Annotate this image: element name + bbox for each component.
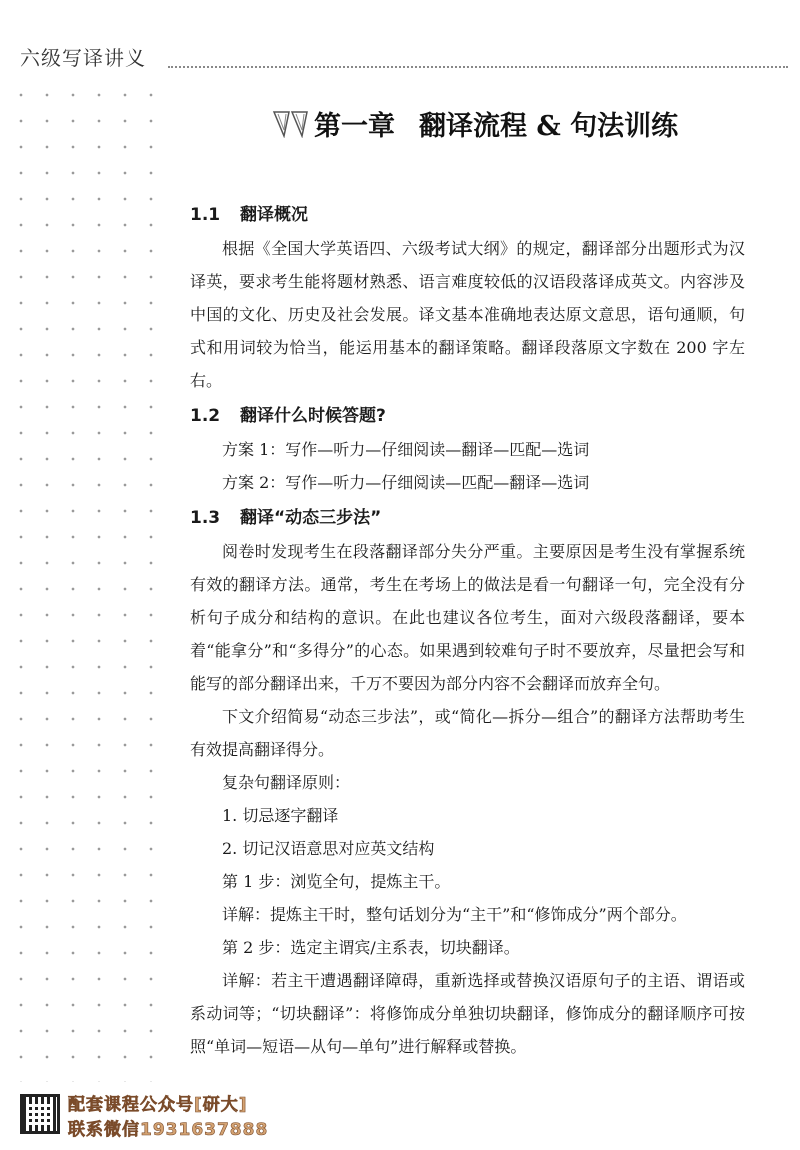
plan-item: 方案 1：写作—听力—仔细阅读—翻译—匹配—选词 bbox=[222, 440, 590, 459]
paragraph: 阅卷时发现考生在段落翻译部分失分严重。主要原因是考生没有掌握系统有效的翻译方法。通常，考生在考场上的做法是看一句翻译一句，完全没有分析句子成分和结构的意识。在此也建议各位考生，面对六级段落翻译，要本着“能拿分”和“多得分”的心态。如果遇到较难句子时不要放弃，尽量把会写和能写的部分翻译出来，千万不要因为部分内容不会翻译而放弃全句。 bbox=[190, 542, 745, 693]
list-item: 2. 切记汉语意思对应英文结构 bbox=[222, 839, 435, 858]
section-number: 1.2 bbox=[190, 406, 221, 426]
watermark-logo bbox=[14, 1084, 314, 1144]
paragraph: 下文介绍简易“动态三步法”，或“简化—拆分—组合”的翻译方法帮助考生有效提高翻译得分。 bbox=[190, 707, 745, 759]
qr-code-icon bbox=[20, 1094, 60, 1134]
plan-item: 方案 2：写作—听力—仔细阅读—匹配—翻译—选词 bbox=[222, 473, 590, 492]
dot-grid-decoration bbox=[8, 82, 170, 1082]
section-heading bbox=[190, 501, 745, 535]
chapter-number: 第一章 bbox=[314, 111, 395, 142]
paragraph: 根据《全国大学英语四、六级考试大纲》的规定，翻译部分出题形式为汉译英，要求考生能将题材熟悉、语言难度较低的汉语段落译成英文。内容涉及中国的文化、历史及社会发展。译文基本准确地表达原文意思，语句通顺，句式和用词较为恰当，能运用基本的翻译策略。翻译段落原文字数在 200 字左右。 bbox=[190, 239, 745, 390]
feather-icon bbox=[272, 110, 312, 138]
step-heading: 第 1 步：浏览全句，提炼主干。 bbox=[222, 872, 451, 891]
section-heading bbox=[190, 198, 745, 232]
chapter-title: 翻译流程 & 句法训练 bbox=[419, 111, 679, 142]
list-item: 1. 切忌逐字翻译 bbox=[222, 806, 339, 825]
section-title: 翻译概况 bbox=[240, 205, 308, 225]
watermark-line-2: 联系微信1931637888 bbox=[68, 1120, 269, 1140]
book-title: 六级写译讲义 bbox=[20, 46, 146, 70]
paragraph: 详解：若主干遭遇翻译障碍，重新选择或替换汉语原句子的主语、谓语或系动词等；“切块翻译”：将修饰成分单独切块翻译，修饰成分的翻译顺序可按照“单词—短语—从句—单句”进行解释或替换。 bbox=[190, 971, 745, 1056]
chapter-heading bbox=[272, 104, 678, 143]
section-title: 翻译什么时候答题? bbox=[240, 406, 386, 426]
watermark-line-1: 配套课程公众号[研大] bbox=[68, 1095, 248, 1115]
paragraph: 复杂句翻译原则： bbox=[222, 773, 351, 792]
section-title: 翻译“动态三步法” bbox=[240, 508, 382, 528]
section-number: 1.1 bbox=[190, 205, 221, 225]
step-heading: 第 2 步：选定主谓宾/主系表，切块翻译。 bbox=[222, 938, 520, 957]
main-content bbox=[190, 198, 745, 1063]
header-divider bbox=[168, 66, 788, 68]
section-number: 1.3 bbox=[190, 508, 221, 528]
paragraph: 详解：提炼主干时，整句话划分为“主干”和“修饰成分”两个部分。 bbox=[222, 905, 687, 924]
section-heading bbox=[190, 399, 745, 433]
